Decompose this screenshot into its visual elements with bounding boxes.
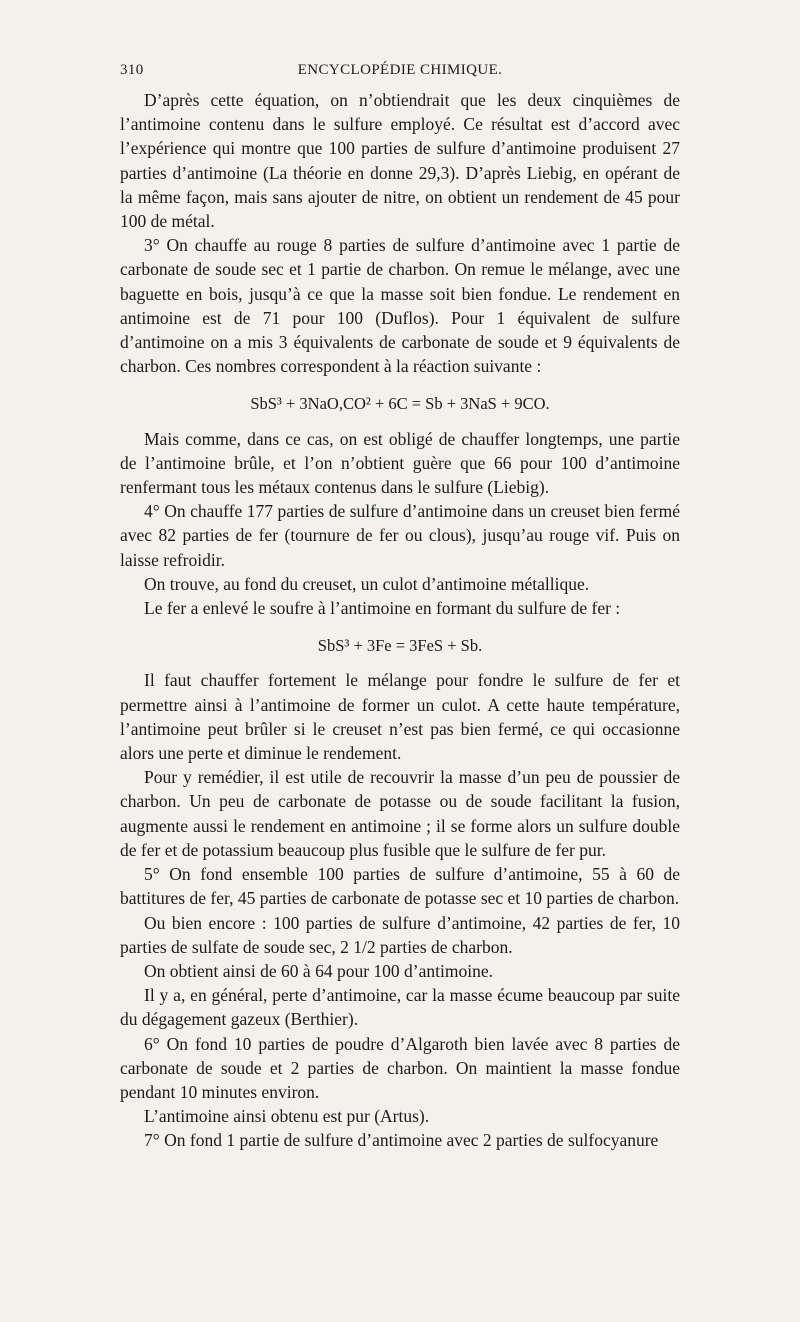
paragraph: 7° On fond 1 partie de sulfure d’antimoine avec 2 parties de sulfocyanure [144,1130,659,1151]
paragraph: Pour y remédier, il est utile de recouvrir la masse d’un peu de poussier de charbon. Un peu de carbonate de potasse ou de soude facilitant la fusion, augmente aussi le rendement en antimoine ; il se forme alors un sulfure double de fer et de potassium beaucoup plus fusible que le sulfure de fer pur. [120,767,680,860]
paragraph: 4° On chauffe 177 parties de sulfure d’antimoine dans un creuset bien fermé avec 82 parties de fer (tournure de fer ou clous), jusqu’au rouge vif. Puis on laisse refroidir. [120,501,680,570]
paragraph: 3° On chauffe au rouge 8 parties de sulfure d’antimoine avec 1 partie de carbonate de soude sec et 1 partie de charbon. On remue le mélange, avec une baguette en bois, jusqu’à ce que la masse soit bien fondue. Le rendement en antimoine est de 71 pour 100 (Duflos). Pour 1 équivalent de sulfure d’antimoine on a mis 3 équivalents de carbonate de soude et 9 équivalents de charbon. Ces nombres correspondent à la réaction suivante : [120,235,680,377]
body-text [120,88,680,1153]
chemical-equation: SbS³ + 3NaO,CO² + 6C = Sb + 3NaS + 9CO. [250,394,550,414]
paragraph: On trouve, au fond du creuset, un culot d’antimoine métallique. [144,573,590,594]
paragraph: Mais comme, dans ce cas, on est obligé de chauffer longtemps, une partie de l’antimoine brûle, et l’on n’obtient guère que 66 pour 100 d’antimoine renfermant tous les métaux contenus dans le sulfure (Liebig). [120,428,680,498]
page-number: 310 [120,62,144,78]
chemical-equation: SbS³ + 3Fe = 3FeS + Sb. [317,636,483,656]
paragraph: L’antimoine ainsi obtenu est pur (Artus). [144,1106,430,1127]
page-header [120,62,680,82]
paragraph: D’après cette équation, on n’obtiendrait que les deux cinquièmes de l’antimoine contenu dans le sulfure employé. Ce résultat est d’accord avec l’expérience qui montre que 100 parties de sulfure d’antimoine produisent 27 parties d’antimoine (La théorie en donne 29,3). D’après Liebig, en opérant de la même façon, mais sans ajouter de nitre, on obtient un rendement de 45 pour 100 de métal. [120,90,680,232]
paragraph: Ou bien encore : 100 parties de sulfure d’antimoine, 42 parties de fer, 10 parties de sulfate de soude sec, 2 1/2 parties de charbon. [120,912,680,957]
paragraph: Il y a, en général, perte d’antimoine, car la masse écume beaucoup par suite du dégagement gazeux (Berthier). [120,985,680,1030]
paragraph: Il faut chauffer fortement le mélange pour fondre le sulfure de fer et permettre ainsi à l’antimoine de former un culot. A cette haute température, l’antimoine peut brûler si le creuset n’est pas bien fermé, ce qui occasionne alors une perte et diminue le rendement. [120,670,680,764]
paragraph: Le fer a enlevé le soufre à l’antimoine en formant du sulfure de fer : [144,598,621,619]
paragraph: 6° On fond 10 parties de poudre d’Algaroth bien lavée avec 8 parties de carbonate de soude et 2 parties de charbon. On maintient la masse fondue pendant 10 minutes environ. [120,1033,680,1102]
running-title: ENCYCLOPÉDIE CHIMIQUE. [297,62,503,78]
paragraph: 5° On fond ensemble 100 parties de sulfure d’antimoine, 55 à 60 de battitures de fer, 45 parties de carbonate de potasse sec et 10 parties de charbon. [120,864,680,909]
paragraph: On obtient ainsi de 60 à 64 pour 100 d’antimoine. [144,960,493,981]
